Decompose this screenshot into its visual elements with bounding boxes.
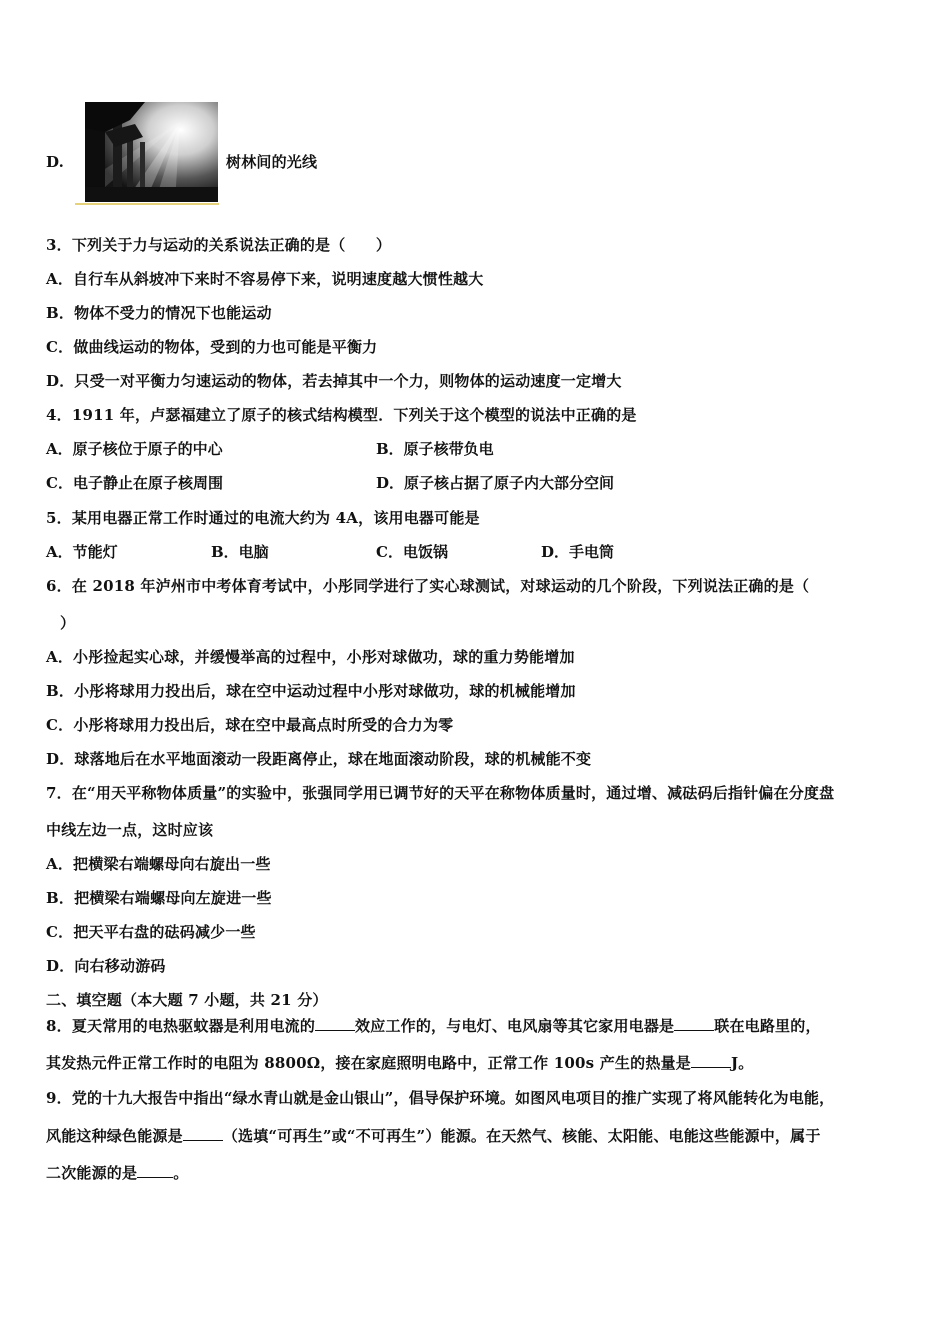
q9-line1: 9．党的十九大报告中指出“绿水青山就是金山银山”，倡导保护环境。如图风电项目的推广实现了将风能转化为电能， <box>46 1089 835 1107</box>
q6-option-b: B．小彤将球用力投出后，球在空中运动过程中小彤对球做功，球的机械能增加 <box>46 682 576 700</box>
q9-blank-2 <box>137 1163 173 1178</box>
section-heading-fill-in: 二、填空题（本大题 7 小题，共 21 分） <box>46 991 328 1009</box>
q9-blank-1 <box>183 1126 223 1141</box>
q4-option-b: B．原子核带负电 <box>376 440 494 458</box>
q5-option-c: C．电饭锅 <box>376 543 448 561</box>
q9-line3 <box>46 1163 188 1183</box>
q3-option-a: A．自行车从斜坡冲下来时不容易停下来，说明速度越大惯性越大 <box>46 270 484 288</box>
q8-text-5: J。 <box>730 1054 754 1072</box>
q4-option-a: A．原子核位于原子的中心 <box>46 440 223 458</box>
q6-option-d: D．球落地后在水平地面滚动一段距离停止，球在地面滚动阶段，球的机械能不变 <box>46 750 592 768</box>
q4-option-d: D．原子核占据了原子内大部分空间 <box>376 474 615 492</box>
q6-option-a: A．小彤捡起实心球，并缓慢举高的过程中，小彤对球做功，球的重力势能增加 <box>46 648 575 666</box>
q6-option-c: C．小彤将球用力投出后，球在空中最高点时所受的合力为零 <box>46 716 454 734</box>
q8-text-1: 8．夏天常用的电热驱蚊器是利用电流的 <box>46 1017 316 1035</box>
q9-text-3: 二次能源的是 <box>46 1164 138 1182</box>
photo-underline <box>75 203 219 205</box>
q8-text-3: 联在电路里的， <box>714 1017 821 1035</box>
q7-option-b: B．把横梁右端螺母向左旋进一些 <box>46 889 272 907</box>
q8-line1 <box>46 1016 821 1036</box>
q5-option-a: A．节能灯 <box>46 543 118 561</box>
q8-blank-1 <box>315 1016 355 1031</box>
forest-light-image <box>85 102 218 202</box>
q3-option-c: C．做曲线运动的物体，受到的力也可能是平衡力 <box>46 338 378 356</box>
q9-text-1: 风能这种绿色能源是 <box>46 1127 183 1145</box>
forest-light-photo <box>85 102 218 202</box>
q8-text-4: 其发热元件正常工作时的电阻为 8800Ω，接在家庭照明电路中，正常工作 100s 产生的热量是 <box>46 1054 691 1072</box>
q2-option-d-letter: D. <box>46 153 65 171</box>
q5-stem: 5．某用电器正常工作时通过的电流大约为 4A，该用电器可能是 <box>46 509 480 527</box>
q8-blank-3 <box>691 1053 731 1068</box>
q2-option-d-caption: 树林间的光线 <box>226 153 318 171</box>
q6-stem-line2: ） <box>60 614 76 632</box>
q3-option-d: D．只受一对平衡力匀速运动的物体，若去掉其中一个力，则物体的运动速度一定增大 <box>46 372 622 390</box>
q9-text-2: （选填“可再生”或“不可再生”）能源。在天然气、核能、太阳能、电能这些能源中，属于 <box>222 1127 821 1145</box>
q6-stem-line1: 6．在 2018 年泸州市中考体育考试中，小彤同学进行了实心球测试，对球运动的几个阶段，下列说法正确的是（ <box>46 577 810 595</box>
q7-option-d: D．向右移动游码 <box>46 957 166 975</box>
q9-line2 <box>46 1126 821 1146</box>
q9-text-4: 。 <box>173 1164 189 1182</box>
q7-stem-line2: 中线左边一点，这时应该 <box>46 821 214 839</box>
q4-option-c: C．电子静止在原子核周围 <box>46 474 223 492</box>
q4-stem: 4．1911 年，卢瑟福建立了原子的核式结构模型．下列关于这个模型的说法中正确的是 <box>46 406 637 424</box>
q5-option-b: B．电脑 <box>211 543 269 561</box>
q7-stem-line1: 7．在“用天平称物体质量”的实验中，张强同学用已调节好的天平在称物体质量时，通过增、减砝码后指针偏在分度盘 <box>46 784 835 802</box>
q3-stem: 3．下列关于力与运动的关系说法正确的是（ ） <box>46 236 392 254</box>
q7-option-c: C．把天平右盘的砝码减少一些 <box>46 923 256 941</box>
q5-option-d: D．手电筒 <box>541 543 615 561</box>
q3-option-b: B．物体不受力的情况下也能运动 <box>46 304 272 322</box>
q8-line2 <box>46 1053 753 1073</box>
q8-text-2: 效应工作的，与电灯、电风扇等其它家用电器是 <box>355 1017 675 1035</box>
q8-blank-2 <box>674 1016 714 1031</box>
q7-option-a: A．把横梁右端螺母向右旋出一些 <box>46 855 271 873</box>
